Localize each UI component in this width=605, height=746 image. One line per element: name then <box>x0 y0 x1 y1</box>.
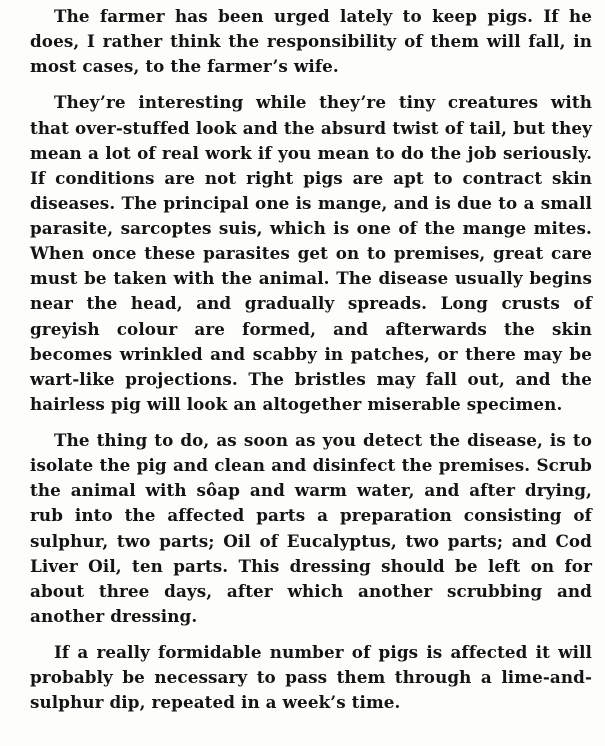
paragraph-3: The thing to do, as soon as you detect the disease, is to isolate the pig and clean and disinfect the premises. Scrub the animal with sôap and warm water, and after drying, rub into the affected parts a preparation consisting of sulphur, two parts; Oil of Eucalyptus, two parts; and Cod Liver Oil, ten parts. This dressing should be left on for about three days, after which another scrubbing and another dressing. <box>30 430 592 626</box>
paragraph-1: The farmer has been urged lately to keep pigs. If he does, I rather think the responsibility of them will fall, in most cases, to the farmer’s wife. <box>30 6 592 77</box>
article-body <box>30 4 592 715</box>
paragraph-2: They’re interesting while they’re tiny creatures with that over-stuffed look and the absurd twist of tail, but they mean a lot of real work if you mean to do the job seriously. If conditions are not right pigs are apt to contract skin diseases. The principal one is mange, and is due to a small parasite, sarcoptes suis, which is one of the mange mites. When once these parasites get on to premises, great care must be taken with the animal. The disease usually begins near the head, and gradually spreads. Long crusts of greyish colour are formed, and afterwards the skin becomes wrinkled and scabby in patches, or there may be wart-like projections. The bristles may fall out, and the hairless pig will look an altogether miserable specimen. <box>30 92 592 414</box>
paragraph-4: If a really formidable number of pigs is affected it will probably be necessary to pass them through a lime-and-sulphur dip, repeated in a week’s time. <box>30 642 592 713</box>
